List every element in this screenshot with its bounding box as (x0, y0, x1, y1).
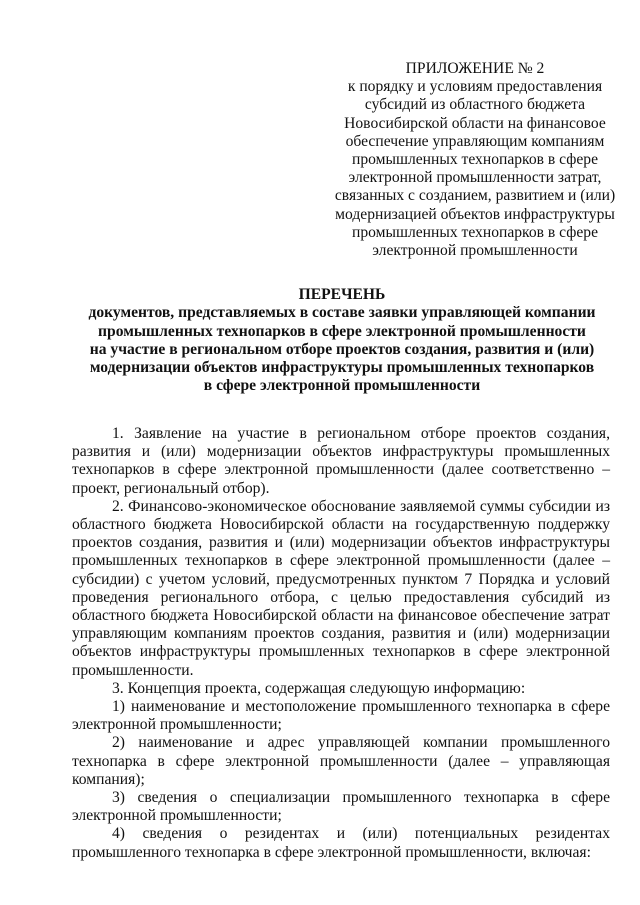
paragraph-subitem-3: 3) сведения о специализации промышленного технопарка в сфере электронной промышленности; (72, 789, 610, 825)
heading-line: в сфере электронной промышленности (203, 377, 481, 395)
heading-line: модернизации объектов инфраструктуры промышленных технопарков (89, 359, 595, 377)
document-body (72, 425, 610, 862)
paragraph-subitem-1: 1) наименование и местоположение промышленного технопарка в сфере электронной промышленности; (72, 698, 610, 734)
appendix-line: промышленных технопарков в сфере (351, 151, 599, 169)
heading-line: на участие в региональном отборе проектов создания, развития и (или) (89, 340, 595, 358)
appendix-line: связанных с созданием, развитием и (или) (334, 187, 616, 205)
appendix-title: ПРИЛОЖЕНИЕ № 2 (405, 60, 545, 77)
appendix-block (318, 60, 632, 260)
paragraph-item-1: 1. Заявление на участие в региональном отборе проектов создания, развития и (или) модернизации объектов инфраструктуры промышленных технопарков в сфере электронной промышленности (далее соответственно – проект, региональный отбор). (72, 425, 610, 497)
paragraph-item-3: 3. Концепция проекта, содержащая следующую информацию: (112, 679, 526, 697)
heading-line: документов, представляемых в составе заявки управляющей компании (88, 304, 596, 322)
paragraph-subitem-2: 2) наименование и адрес управляющей компании промышленного технопарка в сфере электронной промышленности (далее – управляющая компания); (72, 734, 610, 788)
appendix-line: субсидий из областного бюджета (364, 96, 586, 114)
heading-line: промышленных технопарков в сфере электронной промышленности (98, 322, 586, 340)
paragraph-item-2: 2. Финансово-экономическое обоснование заявляемой суммы субсидии из областного бюджета Новосибирской области на государственную поддержку проектов создания, развития и (или) модернизации объектов инфраструктуры промышленных технопарков в сфере электронной промышленности (далее – субсидии) с учетом условий, предусмотренных пунктом 7 Порядка и условий проведения регионального отбора, с целью предоставления субсидий из областного бюджета Новосибирской области на финансовое обеспечение затрат управляющим компаниям проектов создания, развития и (или) модернизации объектов инфраструктуры промышленных технопарков в сфере электронной промышленности. (72, 497, 610, 679)
appendix-line: модернизацией объектов инфраструктуры (335, 205, 615, 223)
appendix-line: к порядку и условиям предоставления (347, 78, 603, 96)
appendix-line: промышленных технопарков в сфере (351, 223, 599, 241)
appendix-line: обеспечение управляющим компаниям (345, 132, 605, 150)
heading-title: ПЕРЕЧЕНЬ (298, 286, 386, 303)
appendix-line: электронной промышленности затрат, (348, 169, 602, 187)
paragraph-subitem-4: 4) сведения о резидентах и (или) потенциальных резидентах промышленного технопарка в сфере электронной промышленности, включая: (72, 825, 610, 861)
appendix-line: Новосибирской области на финансовое (344, 114, 606, 132)
document-heading (60, 286, 624, 396)
appendix-line: электронной промышленности (372, 242, 578, 260)
